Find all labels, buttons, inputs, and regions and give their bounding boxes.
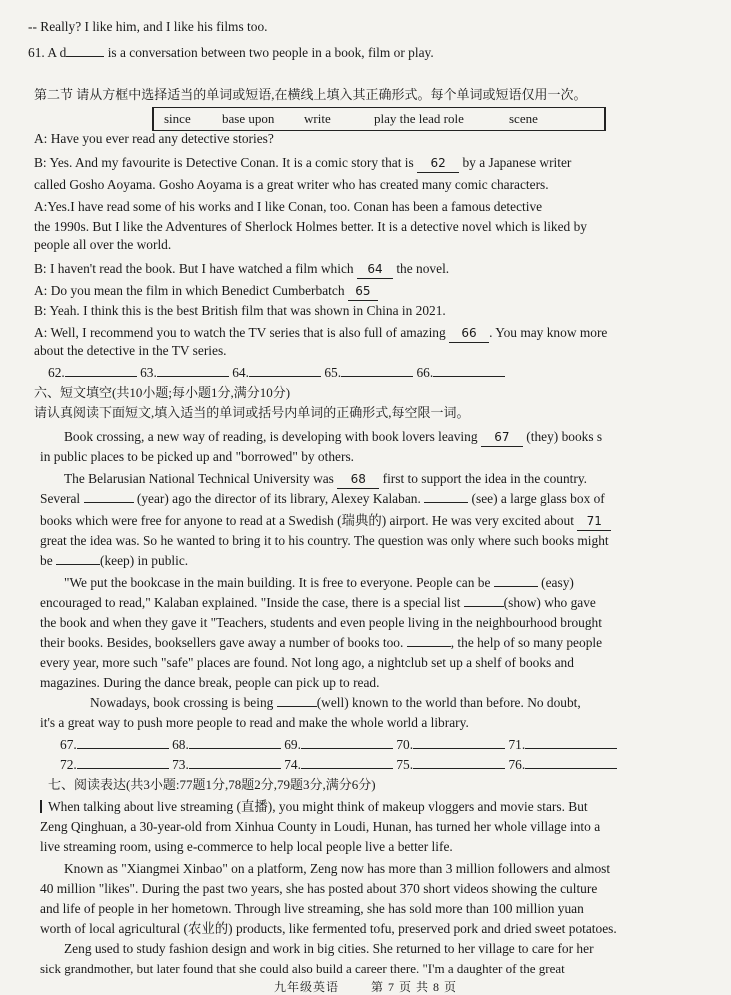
q61-blank[interactable] bbox=[66, 56, 104, 57]
dialogue-line-1: A: Have you ever read any detective stories? bbox=[34, 131, 274, 146]
page-footer bbox=[0, 978, 731, 995]
word-base-upon: base upon bbox=[222, 111, 275, 126]
top-line: -- Really? I like him, and I like his films too. bbox=[28, 19, 268, 34]
dialogue-line-8: A: Do you mean the film in which Benedict Cumberbatch 65 bbox=[34, 282, 731, 301]
passage-line-2: in public places to be picked up and "borrowed" by others. bbox=[40, 449, 354, 464]
blank-65[interactable]: 65 bbox=[348, 282, 378, 301]
section6-title: 六、短文填空(共10小题;每小题1分,满分10分) bbox=[34, 385, 291, 400]
blank-68[interactable]: 68 bbox=[337, 470, 379, 489]
footer-page-number: 第 7 页 共 8 页 bbox=[371, 980, 458, 994]
passage-line-6: great the idea was. So he wanted to bring it to his country. The question was only where such books might bbox=[40, 533, 609, 548]
passage-line-4: Several (year) ago the director of its library, Alexey Kalaban. (see) a large glass box of bbox=[40, 491, 605, 506]
reading-line-4: Known as "Xiangmei Xinbao" on a platform, Zeng now has more than 3 million followers and almost bbox=[64, 861, 611, 876]
answer-63-field[interactable] bbox=[157, 364, 229, 377]
answer-row-67-71: 67. 68. 69. 70. 71. bbox=[60, 736, 731, 754]
reading-line-7: worth of local agricultural (农业的) products, like fermented tofu, preserved pork and dried sweet potatoes. bbox=[40, 921, 617, 936]
dialogue-line-9: B: Yeah. I think this is the best British film that was shown in China in 2021. bbox=[34, 303, 446, 318]
margin-mark bbox=[40, 800, 42, 813]
word-since: since bbox=[164, 111, 191, 126]
footer-subject: 九年级英语 bbox=[273, 980, 339, 994]
blank-66[interactable]: 66 bbox=[449, 324, 489, 343]
reading-line-1: When talking about live streaming (直播), you might think of makeup vloggers and movie stars. But bbox=[40, 798, 731, 816]
passage-line-8: "We put the bookcase in the main building. It is free to everyone. People can be (easy) bbox=[64, 575, 574, 590]
passage-line-10: the book and when they gave it "Teachers, students and even people living in the neighbourhood brought bbox=[40, 615, 602, 630]
blank-72[interactable] bbox=[56, 564, 100, 565]
passage-line-7: be (keep) in public. bbox=[40, 553, 189, 568]
blank-62[interactable]: 62 bbox=[417, 154, 459, 173]
reading-line-6: and life of people in her hometown. Through live streaming, she has sold more than 100 million yuan bbox=[40, 901, 584, 916]
reading-line-2: Zeng Qinghuan, a 30-year-old from Xinhua County in Loudi, Hunan, has turned her whole village into a bbox=[40, 819, 601, 834]
section6-instructions: 请认真阅读下面短文,填入适当的单词或括号内单词的正确形式,每空限一词。 bbox=[34, 405, 470, 420]
passage-line-3: The Belarusian National Technical University was 68 first to support the idea in the country. bbox=[64, 470, 731, 489]
reading-line-9: sick grandmother, but later found that she could also build a career there. "I'm a daughter of the great bbox=[40, 961, 565, 976]
dialogue-line-2: B: Yes. And my favourite is Detective Conan. It is a comic story that is 62 by a Japanese writer bbox=[34, 154, 731, 173]
answer-66-field[interactable] bbox=[433, 364, 505, 377]
answer-row-62-66: 62. 63. 64. 65. 66. bbox=[48, 364, 731, 382]
answer-72-field[interactable] bbox=[77, 756, 169, 769]
passage-line-11: their books. Besides, booksellers gave away a number of books too. , the help of so many people bbox=[40, 635, 603, 650]
passage-line-12: every year, more such "safe" places are found. Not long ago, a nightclub set up a shelf of books and bbox=[40, 655, 574, 670]
blank-64[interactable]: 64 bbox=[357, 260, 393, 279]
word-scene: scene bbox=[509, 111, 538, 126]
blank-71[interactable]: 71 bbox=[577, 512, 611, 531]
dialogue-line-7: B: I haven't read the book. But I have watched a film which 64 the novel. bbox=[34, 260, 731, 279]
q61-rest: is a conversation between two people in a book, film or play. bbox=[107, 45, 434, 60]
dialogue-line-3: called Gosho Aoyama. Gosho Aoyama is a great writer who has created many comic characters. bbox=[34, 177, 549, 192]
answer-73-field[interactable] bbox=[189, 756, 281, 769]
dialogue-line-11: about the detective in the TV series. bbox=[34, 343, 227, 358]
blank-69[interactable] bbox=[84, 502, 134, 503]
dialogue-line-10: A: Well, I recommend you to watch the TV series that is also full of amazing 66 . You may know more bbox=[34, 324, 731, 343]
answer-69-field[interactable] bbox=[301, 736, 393, 749]
question-61 bbox=[28, 44, 731, 62]
passage-line-5: books which were free for anyone to read at a Swedish (瑞典的) airport. He was very excited about 71 bbox=[40, 512, 731, 531]
dialogue-line-4: A:Yes.I have read some of his works and I like Conan, too. Conan has been a famous detective bbox=[34, 199, 543, 214]
blank-67[interactable]: 67 bbox=[481, 428, 523, 447]
dialogue-line-6: people all over the world. bbox=[34, 237, 172, 252]
passage-line-1: Book crossing, a new way of reading, is developing with book lovers leaving 67 (they) books s bbox=[64, 428, 731, 447]
reading-line-5: 40 million "likes". During the past two years, she has posted about 370 short videos showing the culture bbox=[40, 881, 598, 896]
answer-70-field[interactable] bbox=[413, 736, 505, 749]
word-write: write bbox=[304, 111, 331, 126]
reading-line-8: Zeng used to study fashion design and work in big cities. She returned to her village to care for her bbox=[64, 941, 594, 956]
passage-line-9: encouraged to read," Kalaban explained. "Inside the case, there is a special list (show) who gave bbox=[40, 595, 596, 610]
answer-71-field[interactable] bbox=[525, 736, 617, 749]
answer-row-72-76: 72. 73. 74. 75. 76. bbox=[60, 756, 731, 774]
blank-76[interactable] bbox=[277, 706, 317, 707]
blank-73[interactable] bbox=[494, 586, 538, 587]
reading-line-3: live streaming room, using e-commerce to help local people live a better life. bbox=[40, 839, 453, 854]
answer-76-field[interactable] bbox=[525, 756, 617, 769]
q61-num: 61. A d bbox=[28, 45, 67, 60]
answer-68-field[interactable] bbox=[189, 736, 281, 749]
answer-64-field[interactable] bbox=[249, 364, 321, 377]
passage-line-15: it's a great way to push more people to read and make the whole world a library. bbox=[40, 715, 469, 730]
passage-line-13: magazines. During the dance break, people can pick up to read. bbox=[40, 675, 380, 690]
answer-67-field[interactable] bbox=[77, 736, 169, 749]
answer-62-field[interactable] bbox=[65, 364, 137, 377]
section7-title: 七、阅读表达(共3小题:77题1分,78题2分,79题3分,满分6分) bbox=[48, 777, 376, 792]
answer-74-field[interactable] bbox=[301, 756, 393, 769]
dialogue-line-5: the 1990s. But I like the Adventures of Sherlock Holmes better. It is a detective novel which is liked by bbox=[34, 219, 587, 234]
passage-line-14: Nowadays, book crossing is being (well) known to the world than before. No doubt, bbox=[90, 695, 581, 710]
word-box bbox=[152, 107, 606, 131]
blank-74[interactable] bbox=[464, 606, 504, 607]
blank-75[interactable] bbox=[407, 646, 451, 647]
word-play-lead-role: play the lead role bbox=[374, 111, 464, 126]
answer-75-field[interactable] bbox=[413, 756, 505, 769]
answer-65-field[interactable] bbox=[341, 364, 413, 377]
section2-title: 第二节 请从方框中选择适当的单词或短语,在横线上填入其正确形式。每个单词或短语仅用一次。 bbox=[34, 87, 587, 102]
blank-70[interactable] bbox=[424, 502, 468, 503]
